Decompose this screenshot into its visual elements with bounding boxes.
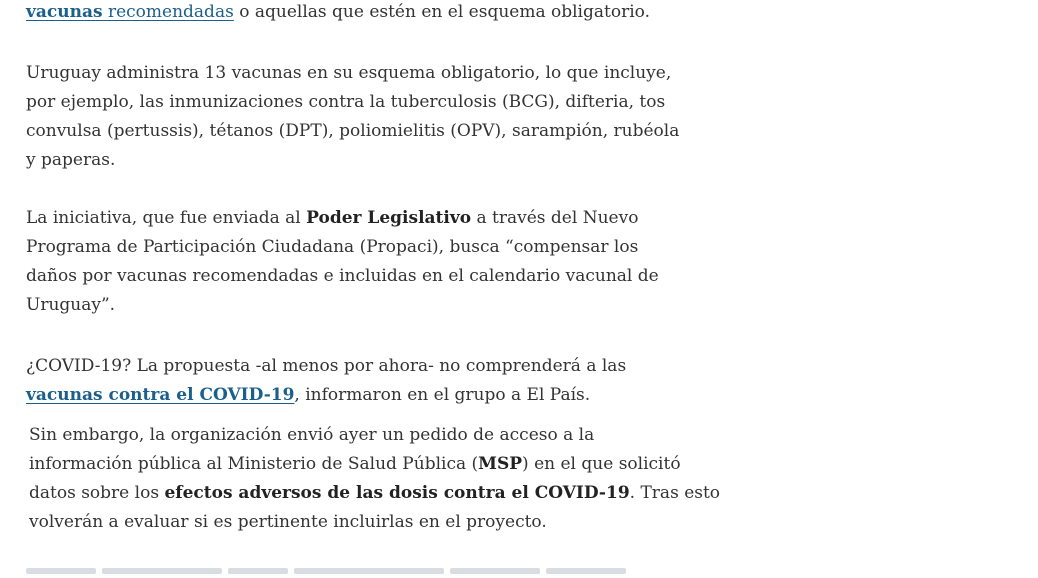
bold-msp: MSP	[478, 454, 523, 474]
text-line: por ejemplo, las inmunizaciones contra la tuberculosis (BCG), difteria, tos	[26, 92, 666, 112]
text-line: y paperas.	[26, 150, 116, 170]
paragraph-vaccines-intro: vacunas recomendadas o aquellas que estén en el esquema obligatorio.	[26, 2, 650, 22]
link-vacunas-recomendadas[interactable]: vacunas recomendadas	[26, 2, 234, 22]
paragraph-uruguay-vaccines	[26, 59, 680, 175]
text-line: convulsa (pertussis), tétanos (DPT), poliomielitis (OPV), sarampión, rubéola	[26, 121, 680, 141]
text-line: Uruguay administra 13 vacunas en su esquema obligatorio, lo que incluye,	[26, 63, 672, 83]
bold-poder-legislativo: Poder Legislativo	[306, 208, 472, 228]
paragraph-covid: ¿COVID-19? La propuesta -al menos por ahora- no comprenderá a las vacunas contra el COVID-19, informaron en el grupo a El País.	[26, 356, 627, 405]
paragraph-initiative: La iniciativa, que fue enviada al Poder Legislativo a través del Nuevo Programa de Participación Ciudadana (Propaci), busca “compensar los daños por vacunas recomendadas e incluidas en el calendario vacunal de Uruguay”.	[26, 208, 659, 315]
cropped-next-line	[26, 568, 638, 578]
link-vacunas-covid[interactable]: vacunas contra el COVID-19	[26, 385, 295, 405]
paragraph-msp-request: Sin embargo, la organización envió ayer un pedido de acceso a la información pública al Ministerio de Salud Pública (MSP) en el que solicitó datos sobre los efectos adversos de las dosis contra el COVID-19. Tras esto volverán a evaluar si es pertinente incluirlas en el proyecto.	[29, 425, 721, 532]
bold-efectos-adversos: efectos adversos de las dosis contra el COVID-19	[164, 483, 630, 503]
